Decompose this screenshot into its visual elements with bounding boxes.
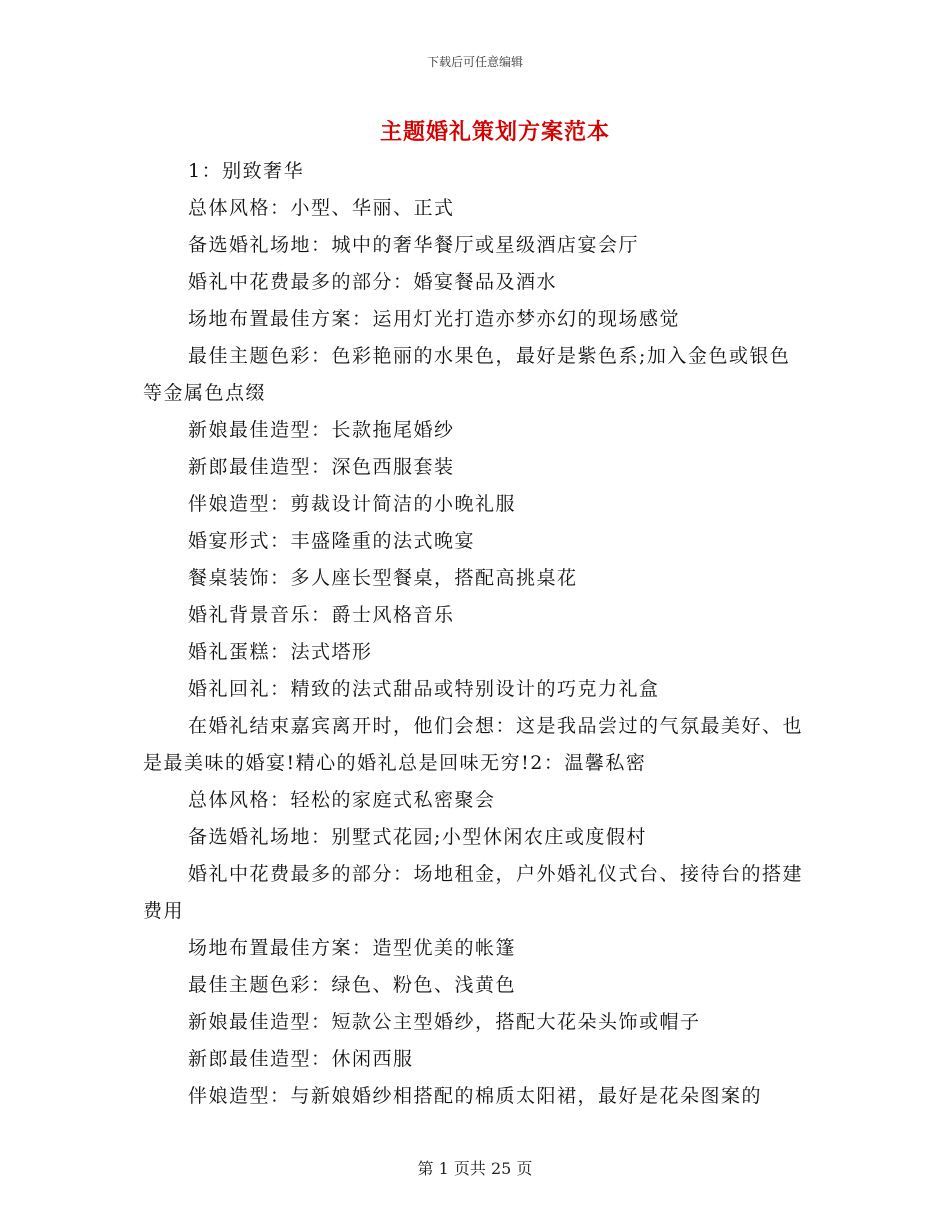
paragraph: 伴娘造型：与新娘婚纱相搭配的棉质太阳裙，最好是花朵图案的 [188,1085,763,1107]
paragraph: 备选婚礼场地：城中的奢华餐厅或星级酒店宴会厅 [188,234,640,256]
paragraph: 婚礼中花费最多的部分：场地租金，户外婚礼仪式台、接待台的搭建费用 [143,863,804,922]
page-header: 下载后可任意编辑 [426,55,523,69]
paragraph: 伴娘造型：剪裁设计简洁的小晚礼服 [188,493,517,515]
paragraph: 新郎最佳造型：深色西服套装 [188,456,455,478]
paragraph: 场地布置最佳方案：造型优美的帐篷 [188,937,517,959]
paragraph: 新娘最佳造型：短款公主型婚纱，搭配大花朵头饰或帽子 [188,1011,701,1033]
paragraph: 在婚礼结束嘉宾离开时，他们会想：这是我品尝过的气氛最美好、也是最美味的婚宴!精心的婚礼总是回味无穷!2：温馨私密 [143,715,804,774]
paragraph: 场地布置最佳方案：运用灯光打造亦梦亦幻的现场感觉 [188,308,681,330]
paragraph: 新娘最佳造型：长款拖尾婚纱 [188,419,455,441]
paragraph: 餐桌装饰：多人座长型餐桌，搭配高挑桌花 [188,567,578,589]
document-title: 主题婚礼策划方案范本 [379,119,610,145]
paragraph: 总体风格：小型、华丽、正式 [188,197,455,219]
document-body [143,153,803,1115]
paragraph: 婚宴形式：丰盛隆重的法式晚宴 [188,530,476,552]
paragraph: 婚礼蛋糕：法式塔形 [188,641,373,663]
paragraph: 最佳主题色彩：绿色、粉色、浅黄色 [188,974,517,996]
paragraph: 总体风格：轻松的家庭式私密聚会 [188,789,496,811]
paragraph: 最佳主题色彩：色彩艳丽的水果色，最好是紫色系;加入金色或银色等金属色点缀 [143,345,791,404]
paragraph: 1：别致奢华 [188,160,305,182]
page-footer: 第 1 页共 25 页 [417,1159,533,1178]
paragraph: 婚礼中花费最多的部分：婚宴餐品及酒水 [188,271,558,293]
paragraph: 新郎最佳造型：休闲西服 [188,1048,414,1070]
paragraph: 婚礼背景音乐：爵士风格音乐 [188,604,455,626]
paragraph: 婚礼回礼：精致的法式甜品或特别设计的巧克力礼盒 [188,678,660,700]
paragraph: 备选婚礼场地：别墅式花园;小型休闲农庄或度假村 [188,826,647,848]
